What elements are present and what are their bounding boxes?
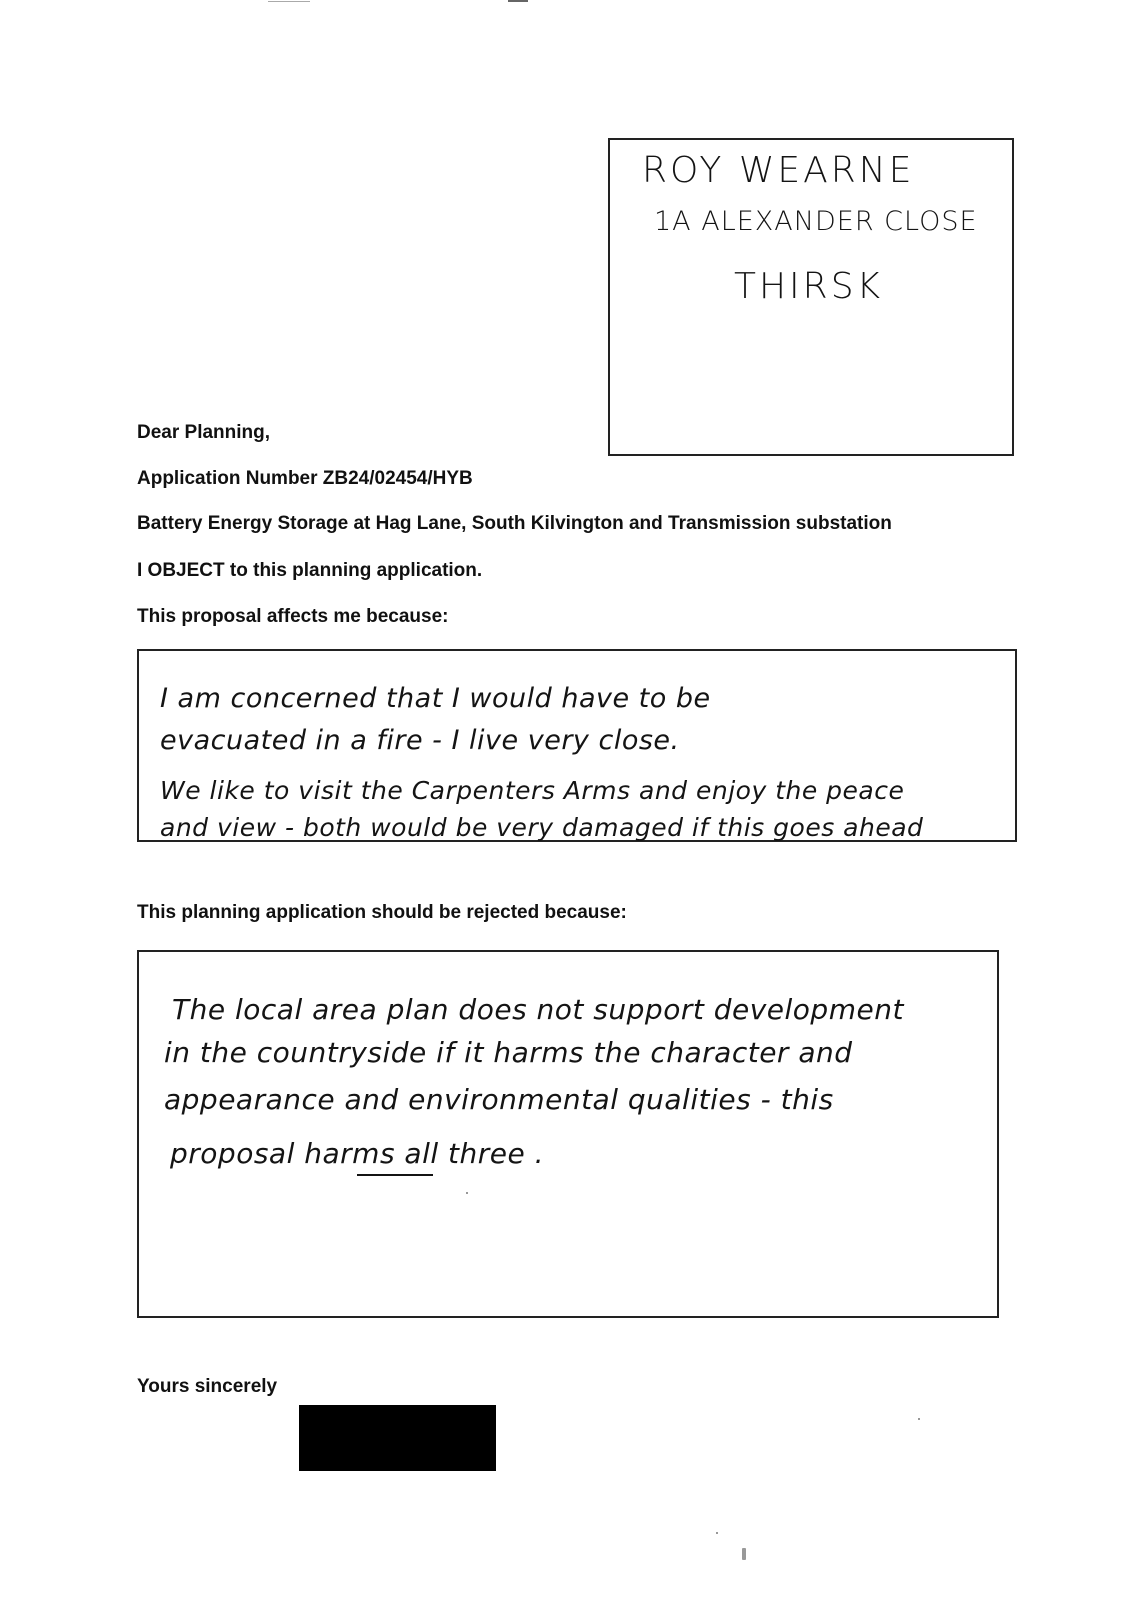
address-name: ROY WEARNE [642,150,915,191]
scan-speck [466,1192,468,1194]
address-town: THIRSK [734,266,884,307]
signature-redaction [299,1405,496,1471]
address-street: 1A ALEXANDER CLOSE [654,206,978,237]
affects-line: and view - both would be very damaged if this goes ahead [160,813,924,842]
scan-speck [742,1548,746,1560]
scan-mark [268,1,310,2]
rejected-line: The local area plan does not support development [172,993,904,1026]
rejected-heading: This planning application should be rejected because: [137,902,627,923]
application-subject: Battery Energy Storage at Hag Lane, South Kilvington and Transmission substation [137,513,892,534]
objection-statement: I OBJECT to this planning application. [137,560,483,581]
closing: Yours sincerely [137,1376,278,1397]
affects-line: I am concerned that I would have to be [160,683,711,714]
salutation: Dear Planning, [137,422,271,443]
affects-line: evacuated in a fire - I live very close. [160,725,680,756]
affects-heading: This proposal affects me because: [137,606,449,627]
scan-speck [716,1532,718,1534]
scan-mark [508,0,528,2]
affects-line: We like to visit the Carpenters Arms and enjoy the peace [160,776,905,805]
harms-underline [357,1174,433,1176]
application-number: Application Number ZB24/02454/HYB [137,468,473,489]
rejected-line: in the countryside if it harms the character and [164,1036,853,1069]
rejected-line: appearance and environmental qualities - this [164,1083,834,1116]
scan-speck [918,1418,920,1420]
rejected-line: proposal harms all three . [170,1137,545,1170]
